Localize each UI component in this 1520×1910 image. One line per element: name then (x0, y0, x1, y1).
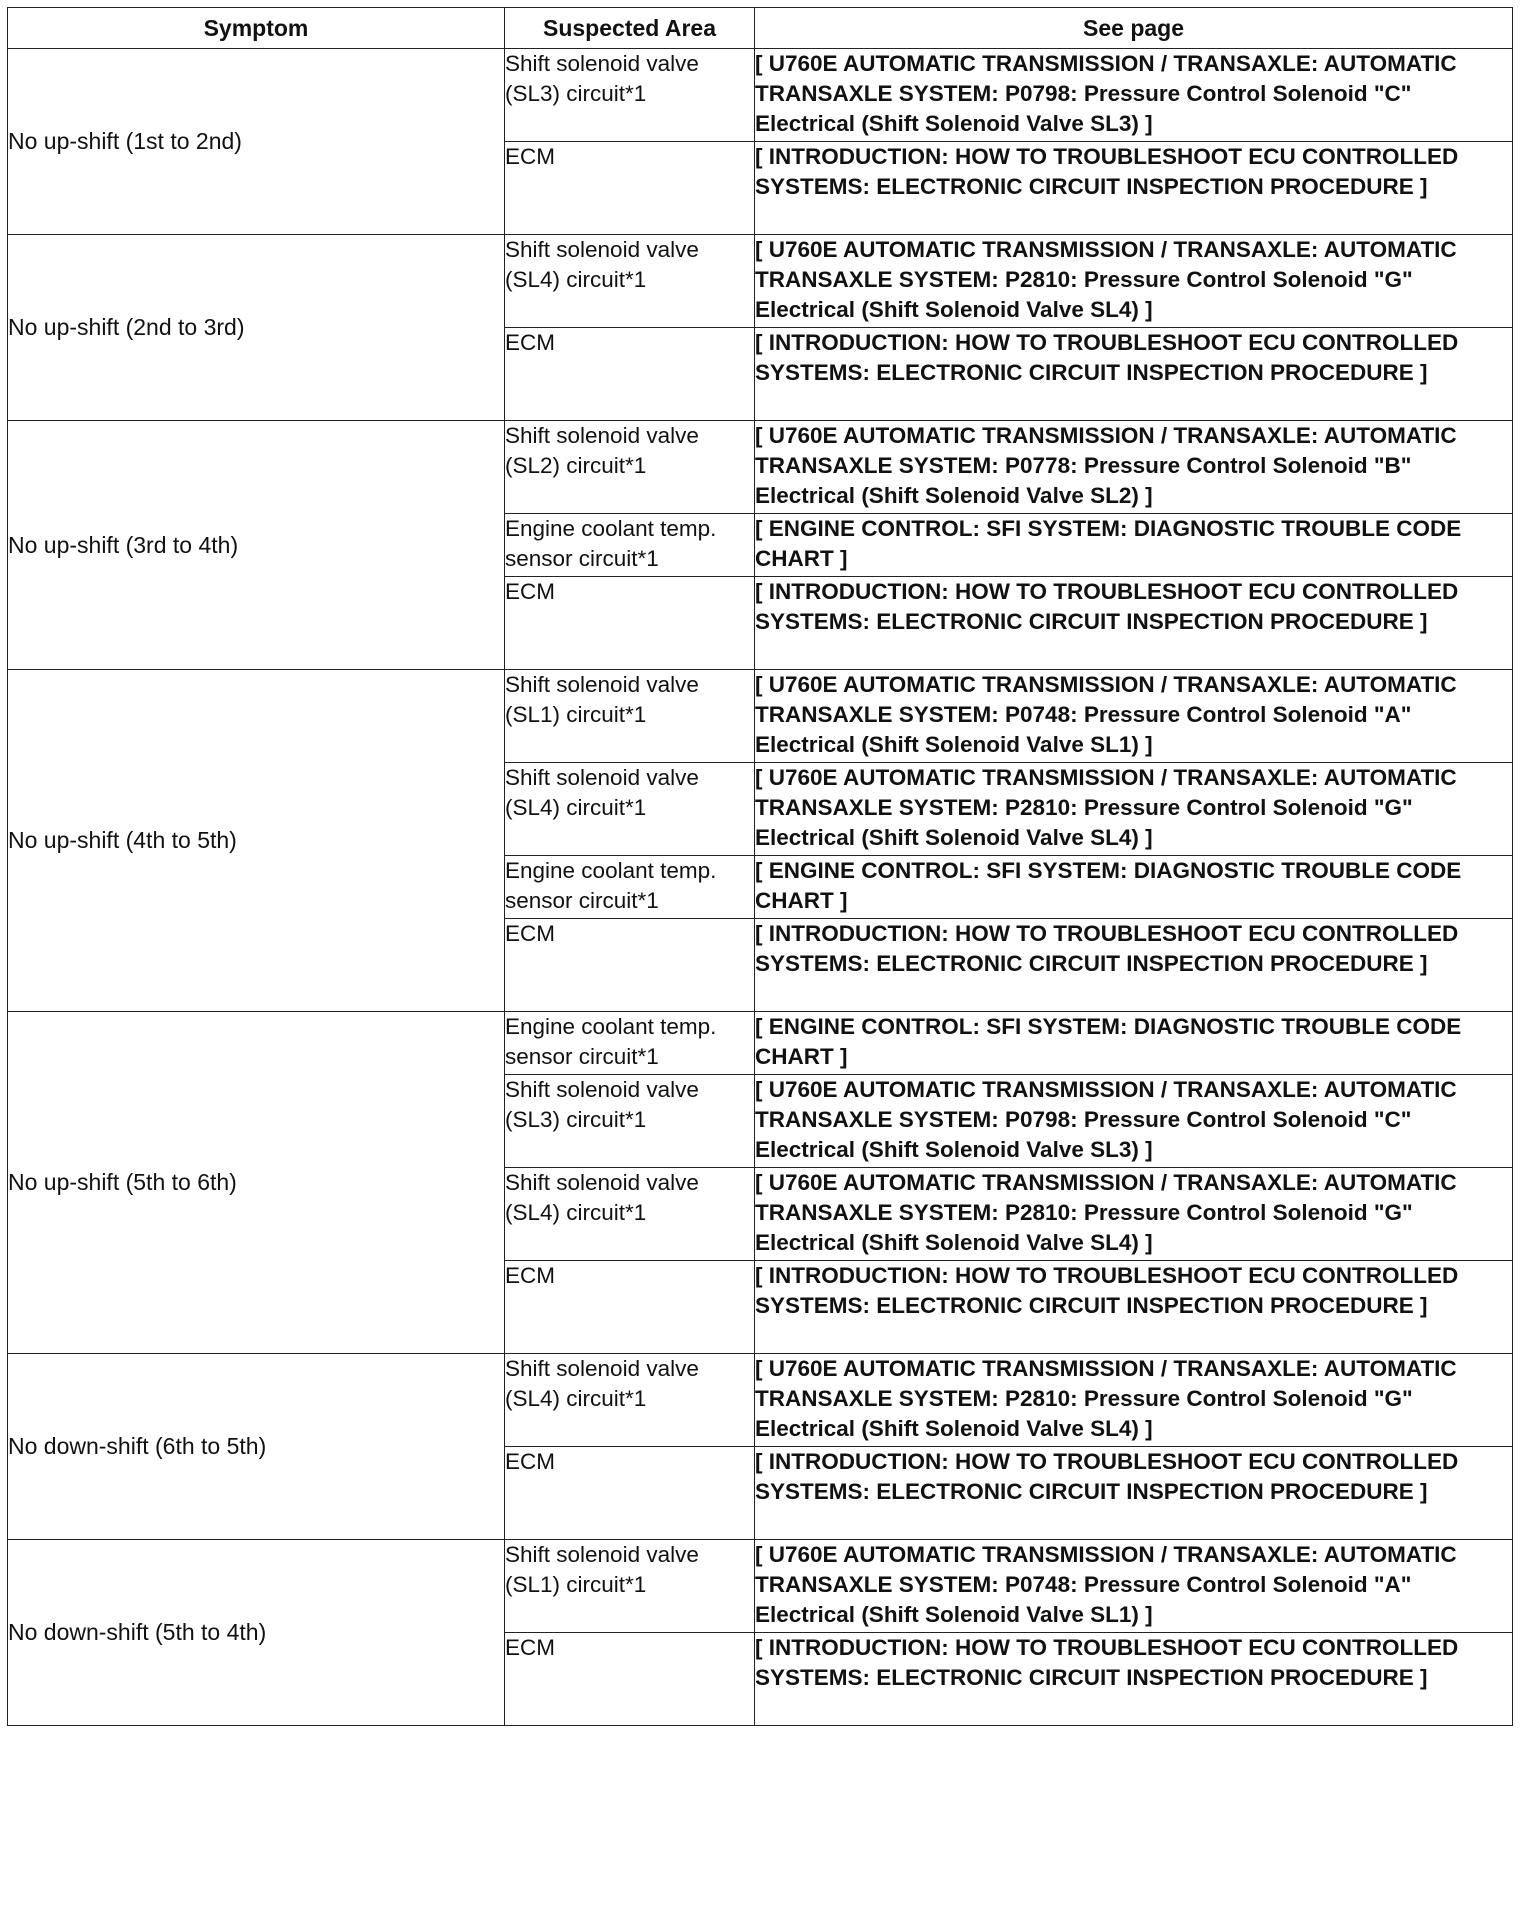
see-page-reference-cell: [ ENGINE CONTROL: SFI SYSTEM: DIAGNOSTIC TROUBLE CODE CHART ] (755, 1012, 1513, 1075)
symptom-cell: No up-shift (5th to 6th) (8, 1012, 505, 1354)
table-row (8, 1540, 1513, 1633)
suspected-area-cell: Shift solenoid valve (SL4) circuit*1 (505, 1168, 755, 1261)
see-page-reference-cell: [ U760E AUTOMATIC TRANSMISSION / TRANSAXLE: AUTOMATIC TRANSAXLE SYSTEM: P0748: Pressure Control Solenoid "A" Electrical (Shift Solenoid Valve SL1) ] (755, 1540, 1513, 1633)
suspected-area-cell: Engine coolant temp. sensor circuit*1 (505, 856, 755, 919)
table-row (8, 235, 1513, 328)
symptom-column-header: Symptom (8, 8, 505, 49)
suspected-area-cell: Shift solenoid valve (SL4) circuit*1 (505, 235, 755, 328)
suspected-area-cell: Engine coolant temp. sensor circuit*1 (505, 514, 755, 577)
header-row (8, 8, 1513, 49)
suspected-area-cell: ECM (505, 1261, 755, 1354)
see-page-reference-cell: [ ENGINE CONTROL: SFI SYSTEM: DIAGNOSTIC TROUBLE CODE CHART ] (755, 514, 1513, 577)
suspected-area-cell: Engine coolant temp. sensor circuit*1 (505, 1012, 755, 1075)
suspected-area-cell: ECM (505, 577, 755, 670)
suspected-area-cell: Shift solenoid valve (SL1) circuit*1 (505, 1540, 755, 1633)
suspected-area-cell: ECM (505, 1447, 755, 1540)
see-page-reference-cell: [ ENGINE CONTROL: SFI SYSTEM: DIAGNOSTIC TROUBLE CODE CHART ] (755, 856, 1513, 919)
see-page-reference-cell: [ U760E AUTOMATIC TRANSMISSION / TRANSAXLE: AUTOMATIC TRANSAXLE SYSTEM: P0798: Pressure Control Solenoid "C" Electrical (Shift Solenoid Valve SL3) ] (755, 1075, 1513, 1168)
see-page-reference-cell: [ INTRODUCTION: HOW TO TROUBLESHOOT ECU CONTROLLED SYSTEMS: ELECTRONIC CIRCUIT INSPECTION PROCEDURE ] (755, 1447, 1513, 1540)
table-row (8, 421, 1513, 514)
suspected-area-cell: Shift solenoid valve (SL3) circuit*1 (505, 49, 755, 142)
see-page-column-header: See page (755, 8, 1513, 49)
suspected-area-cell: ECM (505, 919, 755, 1012)
suspected-area-cell: Shift solenoid valve (SL1) circuit*1 (505, 670, 755, 763)
see-page-reference-cell: [ INTRODUCTION: HOW TO TROUBLESHOOT ECU CONTROLLED SYSTEMS: ELECTRONIC CIRCUIT INSPECTION PROCEDURE ] (755, 1633, 1513, 1726)
see-page-reference-cell: [ U760E AUTOMATIC TRANSMISSION / TRANSAXLE: AUTOMATIC TRANSAXLE SYSTEM: P2810: Pressure Control Solenoid "G" Electrical (Shift Solenoid Valve SL4) ] (755, 235, 1513, 328)
suspected-area-cell: Shift solenoid valve (SL4) circuit*1 (505, 1354, 755, 1447)
symptom-cell: No down-shift (6th to 5th) (8, 1354, 505, 1540)
table-row (8, 670, 1513, 763)
see-page-reference-cell: [ INTRODUCTION: HOW TO TROUBLESHOOT ECU CONTROLLED SYSTEMS: ELECTRONIC CIRCUIT INSPECTION PROCEDURE ] (755, 577, 1513, 670)
see-page-reference-cell: [ U760E AUTOMATIC TRANSMISSION / TRANSAXLE: AUTOMATIC TRANSAXLE SYSTEM: P0748: Pressure Control Solenoid "A" Electrical (Shift Solenoid Valve SL1) ] (755, 670, 1513, 763)
suspected-area-cell: ECM (505, 142, 755, 235)
suspected-area-cell: ECM (505, 328, 755, 421)
suspected-area-column-header: Suspected Area (505, 8, 755, 49)
suspected-area-cell: Shift solenoid valve (SL3) circuit*1 (505, 1075, 755, 1168)
table-row (8, 1012, 1513, 1075)
see-page-reference-cell: [ INTRODUCTION: HOW TO TROUBLESHOOT ECU CONTROLLED SYSTEMS: ELECTRONIC CIRCUIT INSPECTION PROCEDURE ] (755, 328, 1513, 421)
problem-symptoms-table (7, 7, 1513, 1726)
symptom-cell: No up-shift (4th to 5th) (8, 670, 505, 1012)
see-page-reference-cell: [ INTRODUCTION: HOW TO TROUBLESHOOT ECU CONTROLLED SYSTEMS: ELECTRONIC CIRCUIT INSPECTION PROCEDURE ] (755, 919, 1513, 1012)
suspected-area-cell: Shift solenoid valve (SL4) circuit*1 (505, 763, 755, 856)
table-row (8, 49, 1513, 142)
table-row (8, 1354, 1513, 1447)
suspected-area-cell: Shift solenoid valve (SL2) circuit*1 (505, 421, 755, 514)
symptom-cell: No up-shift (1st to 2nd) (8, 49, 505, 235)
see-page-reference-cell: [ U760E AUTOMATIC TRANSMISSION / TRANSAXLE: AUTOMATIC TRANSAXLE SYSTEM: P2810: Pressure Control Solenoid "G" Electrical (Shift Solenoid Valve SL4) ] (755, 1168, 1513, 1261)
table-body (8, 49, 1513, 1726)
suspected-area-cell: ECM (505, 1633, 755, 1726)
see-page-reference-cell: [ U760E AUTOMATIC TRANSMISSION / TRANSAXLE: AUTOMATIC TRANSAXLE SYSTEM: P2810: Pressure Control Solenoid "G" Electrical (Shift Solenoid Valve SL4) ] (755, 1354, 1513, 1447)
see-page-reference-cell: [ INTRODUCTION: HOW TO TROUBLESHOOT ECU CONTROLLED SYSTEMS: ELECTRONIC CIRCUIT INSPECTION PROCEDURE ] (755, 1261, 1513, 1354)
symptom-cell: No up-shift (3rd to 4th) (8, 421, 505, 670)
see-page-reference-cell: [ U760E AUTOMATIC TRANSMISSION / TRANSAXLE: AUTOMATIC TRANSAXLE SYSTEM: P2810: Pressure Control Solenoid "G" Electrical (Shift Solenoid Valve SL4) ] (755, 763, 1513, 856)
see-page-reference-cell: [ U760E AUTOMATIC TRANSMISSION / TRANSAXLE: AUTOMATIC TRANSAXLE SYSTEM: P0778: Pressure Control Solenoid "B" Electrical (Shift Solenoid Valve SL2) ] (755, 421, 1513, 514)
see-page-reference-cell: [ INTRODUCTION: HOW TO TROUBLESHOOT ECU CONTROLLED SYSTEMS: ELECTRONIC CIRCUIT INSPECTION PROCEDURE ] (755, 142, 1513, 235)
symptom-cell: No down-shift (5th to 4th) (8, 1540, 505, 1726)
symptom-cell: No up-shift (2nd to 3rd) (8, 235, 505, 421)
see-page-reference-cell: [ U760E AUTOMATIC TRANSMISSION / TRANSAXLE: AUTOMATIC TRANSAXLE SYSTEM: P0798: Pressure Control Solenoid "C" Electrical (Shift Solenoid Valve SL3) ] (755, 49, 1513, 142)
document-page (7, 7, 1512, 1726)
